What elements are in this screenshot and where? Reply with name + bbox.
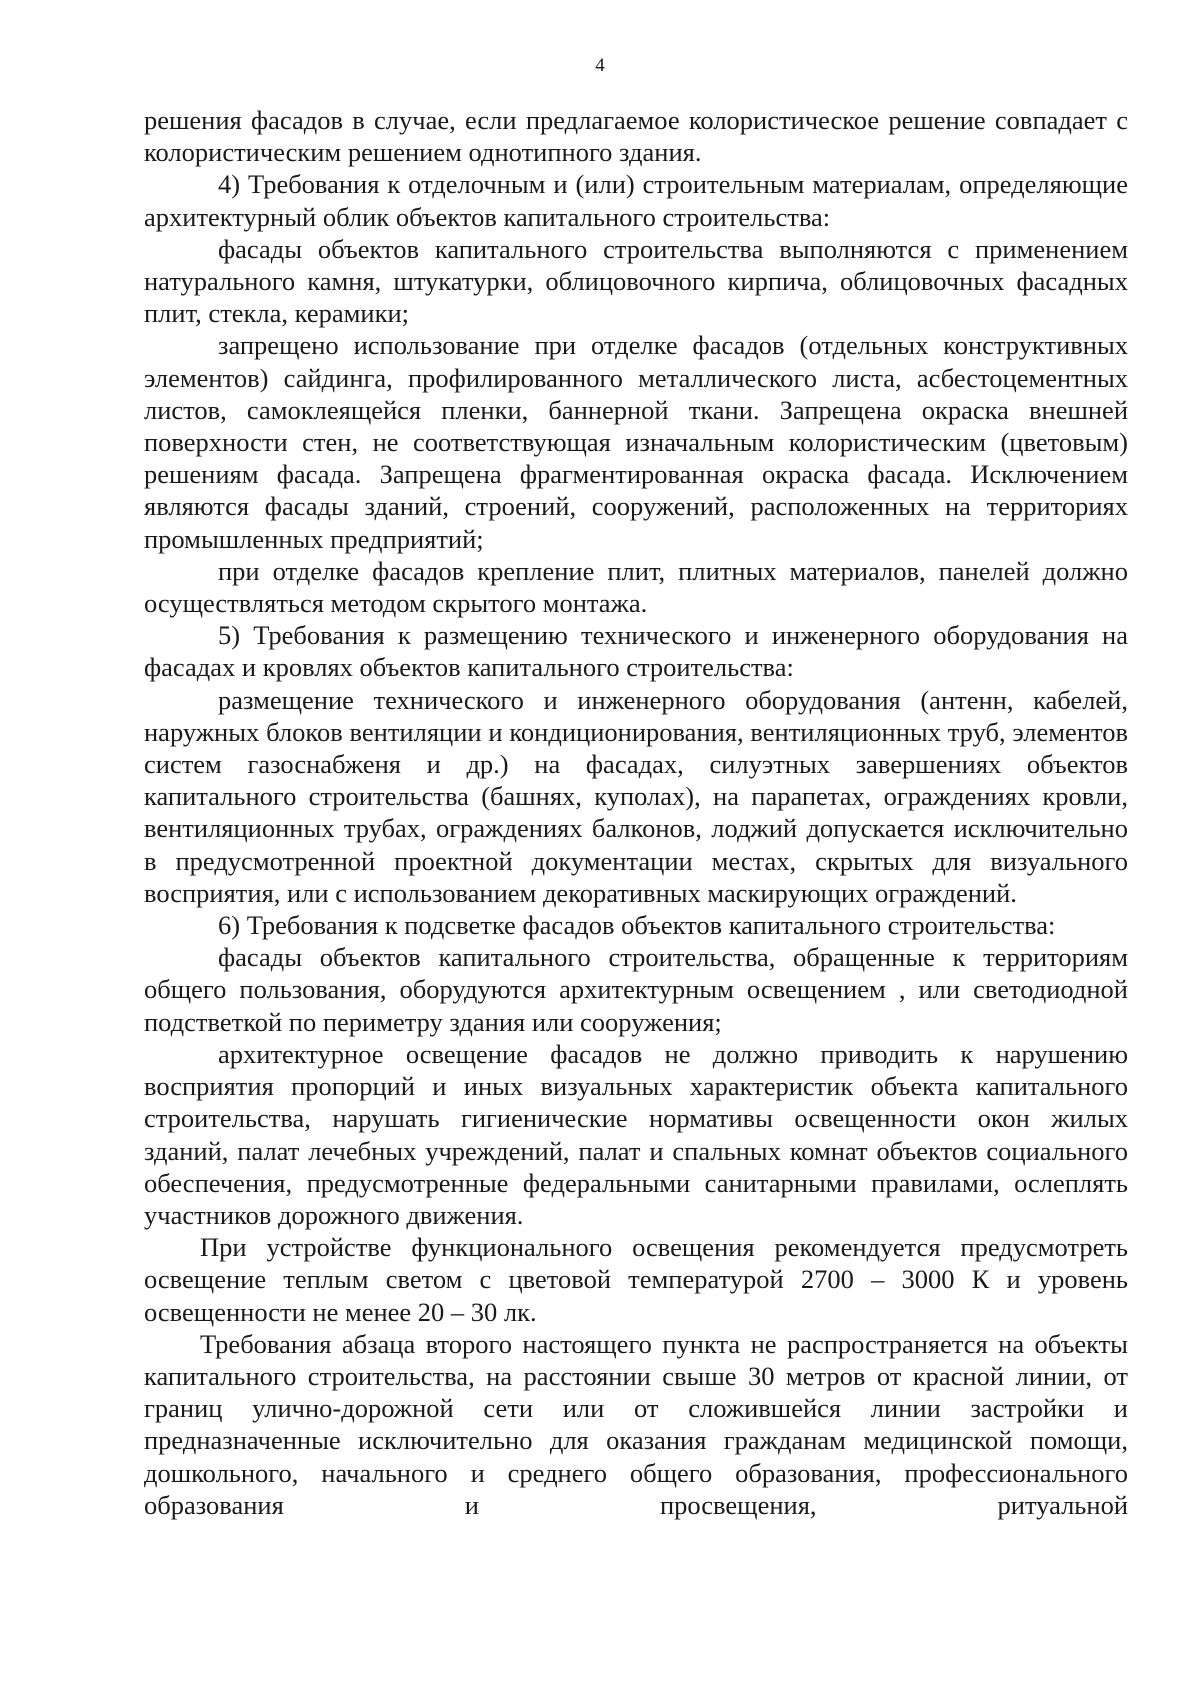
paragraph-exceptions: Требования абзаца второго настоящего пункта не распространяется на объекты капитального строительства, на расстоянии свыше 30 метров от красной линии, от границ улично-дорожной сети или от сложившейся линии застройки и предназначенные исключительно для оказания гражданам медицинской помощи, дошкольного, начального и среднего общего образования, профессионального образования и просвещения, ритуальной [144, 1328, 1128, 1520]
paragraph-prohibited-materials: запрещено использование при отделке фасадов (отдельных конструктивных элементов) сайдинга, профилированного металлического листа, асбестоцементных листов, самоклеящейся пленки, баннерной ткани. Запрещена окраска внешней поверхности стен, не соответствующая изначальным колористическим (цветовым) решениям фасада. Запрещена фрагментированная окраска фасада. Исключением являются фасады зданий, строений, сооружений, расположенных на территориях промышленных предприятий; [144, 330, 1128, 554]
paragraph-lighting-restrictions: архитектурное освещение фасадов не должно приводить к нарушению восприятия пропорций и иных визуальных характеристик объекта капитального строительства, нарушать гигиенические нормативы освещенности окон жилых зданий, палат лечебных учреждений, палат и спальных комнат объектов социального обеспечения, предусмотренные федеральными санитарными правилами, ослеплять участников дорожного движения. [144, 1038, 1128, 1230]
page-number: 4 [595, 55, 605, 76]
paragraph-section-5-heading: 5) Требования к размещению технического и инженерного оборудования на фасадах и кровлях объектов капитального строительства: [144, 620, 1128, 683]
paragraph-section-4-heading: 4) Требования к отделочным и (или) строительным материалам, определяющие архитектурный облик объектов капитального строительства: [144, 169, 1128, 232]
paragraph-facade-lighting: фасады объектов капитального строительства, обращенные к территориям общего пользования, оборудуются архитектурным освещением , или светодиодной подстветкой по периметру здания или сооружения; [144, 942, 1128, 1037]
paragraph-continuation: решения фасадов в случае, если предлагаемое колористическое решение совпадает с колористическим решением однотипного здания. [144, 105, 1128, 168]
paragraph-section-6-heading: 6) Требования к подсветке фасадов объектов капитального строительства: [218, 910, 1056, 941]
paragraph-equipment-placement: размещение технического и инженерного оборудования (антенн, кабелей, наружных блоков вентиляции и кондиционирования, вентиляционных труб, элементов систем газоснабженя и др.) на фасадах, силуэтных завершениях объектов капитального строительства (башнях, куполах), на парапетах, ограждениях кровли, вентиляционных трубах, ограждениях балконов, лоджий допускается исключительно в предусмотренной проектной документации местах, скрытых для визуального восприятия, или с использованием декоративных маскирующих ограждений. [144, 684, 1128, 908]
paragraph-facade-materials: фасады объектов капитального строительства выполняются с применением натурального камня, штукатурки, облицовочного кирпича, облицовочных фасадных плит, стекла, керамики; [144, 233, 1128, 329]
paragraph-hidden-mounting: при отделке фасадов крепление плит, плитных материалов, панелей должно осуществляться методом скрытого монтажа. [144, 555, 1128, 619]
paragraph-functional-lighting: При устройстве функционального освещения рекомендуется предусмотреть освещение теплым светом с цветовой температурой 2700 – 3000 К и уровень освещенности не менее 20 – 30 лк. [144, 1232, 1128, 1327]
document-body [144, 104, 1128, 1521]
